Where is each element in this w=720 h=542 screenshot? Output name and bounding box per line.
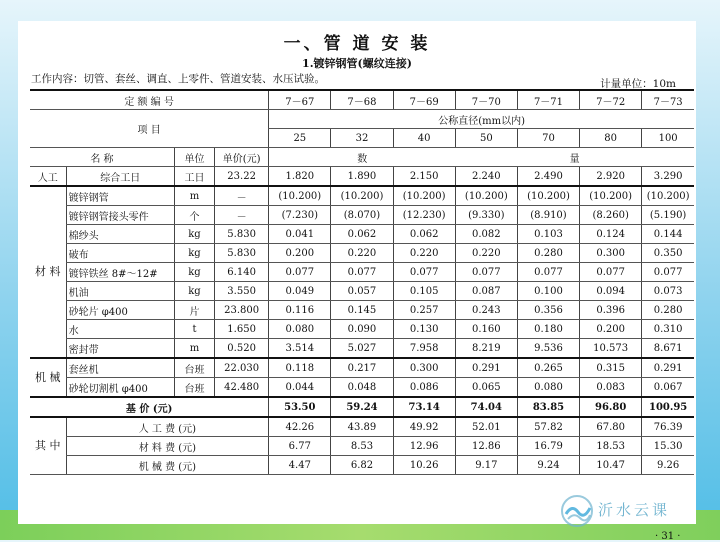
- quantity-value: (10.200): [517, 186, 579, 206]
- quantity-value: 0.160: [455, 320, 517, 339]
- work-content: 工作内容：切管、套丝、调直、上零件、管道安装、水压试验。: [31, 73, 325, 85]
- quantity-value: 2.490: [517, 167, 579, 187]
- item-name: 砂轮切割机 φ400: [66, 378, 174, 398]
- quantity-value: 0.090: [331, 320, 393, 339]
- quantity-value: 0.067: [642, 378, 694, 398]
- quantity-value: 0.180: [517, 320, 579, 339]
- quantity-value: 0.100: [517, 282, 579, 301]
- among-row: [30, 417, 694, 437]
- quantity-value: (12.230): [393, 206, 455, 225]
- quantity-value: 0.300: [393, 358, 455, 378]
- quantity-value: 0.396: [580, 301, 642, 320]
- watermark-logo: [560, 492, 710, 532]
- quantity-value: 0.044: [269, 378, 331, 398]
- material-row: [30, 263, 694, 282]
- quantity-header: 量: [455, 148, 694, 167]
- item-unit: m: [174, 339, 214, 359]
- quantity-value: 2.920: [580, 167, 642, 187]
- quota-code: 7－71: [517, 90, 579, 110]
- cost-value: 52.01: [455, 417, 517, 437]
- item-name: 套丝机: [66, 358, 174, 378]
- quantity-value: 0.077: [455, 263, 517, 282]
- quantity-value: 1.820: [269, 167, 331, 187]
- quantity-value: 0.083: [580, 378, 642, 398]
- quantity-value: (10.200): [455, 186, 517, 206]
- diameter-label: 公称直径(mm以内): [269, 110, 694, 129]
- item-unit: 片: [174, 301, 214, 320]
- cost-label: 人 工 费 (元): [66, 417, 269, 437]
- page-title: 一、管 道 安 装: [283, 34, 431, 54]
- item-name: 水: [66, 320, 174, 339]
- item-unit: 工日: [174, 167, 214, 187]
- item-price: 0.520: [215, 339, 269, 359]
- quantity-value: 0.065: [455, 378, 517, 398]
- cost-value: 57.82: [517, 417, 579, 437]
- quota-code: 7－67: [269, 90, 331, 110]
- cost-value: 6.82: [331, 456, 393, 475]
- cost-label: 材 料 费 (元): [66, 437, 269, 456]
- quantity-value: 0.310: [642, 320, 694, 339]
- header-columns-row: [30, 148, 694, 167]
- material-row: [30, 206, 694, 225]
- machinery-row: [30, 378, 694, 398]
- quota-code: 7－73: [642, 90, 694, 110]
- quota-table: [30, 89, 694, 475]
- quantity-value: 0.220: [393, 244, 455, 263]
- quantity-value: 10.573: [580, 339, 642, 359]
- quantity-value: 0.144: [642, 225, 694, 244]
- quantity-value: 2.150: [393, 167, 455, 187]
- quantity-value: (8.910): [517, 206, 579, 225]
- quota-code: 7－69: [393, 90, 455, 110]
- quantity-value: 0.200: [580, 320, 642, 339]
- item-name: 机油: [66, 282, 174, 301]
- cost-value: 8.53: [331, 437, 393, 456]
- quantity-value: 8.219: [455, 339, 517, 359]
- item-name: 砂轮片 φ400: [66, 301, 174, 320]
- cost-value: 10.47: [580, 456, 642, 475]
- quantity-value: 0.124: [580, 225, 642, 244]
- cost-value: 9.24: [517, 456, 579, 475]
- item-unit: t: [174, 320, 214, 339]
- cost-value: 9.17: [455, 456, 517, 475]
- cost-label: 机 械 费 (元): [66, 456, 269, 475]
- base-price-label: 基 价 (元): [30, 397, 269, 417]
- item-unit: kg: [174, 282, 214, 301]
- quantity-value: (8.260): [580, 206, 642, 225]
- quantity-value: 0.041: [269, 225, 331, 244]
- quantity-value: 0.077: [580, 263, 642, 282]
- item-name: 密封带: [66, 339, 174, 359]
- logo-text: 沂水云课: [598, 501, 671, 519]
- quantity-value: 0.086: [393, 378, 455, 398]
- item-name: 镀锌铁丝 8#～12#: [66, 263, 174, 282]
- material-row: [30, 282, 694, 301]
- cost-value: 76.39: [642, 417, 694, 437]
- item-unit: 台班: [174, 358, 214, 378]
- item-name: 镀锌钢管: [66, 186, 174, 206]
- quantity-value: 0.265: [517, 358, 579, 378]
- cost-value: 16.79: [517, 437, 579, 456]
- quantity-value: (8.070): [331, 206, 393, 225]
- base-price-value: 96.80: [580, 397, 642, 417]
- among-row: [30, 456, 694, 475]
- page-subtitle: 1.镀锌钢管(螺纹连接): [302, 57, 412, 70]
- material-row: [30, 339, 694, 359]
- quantity-value: (9.330): [455, 206, 517, 225]
- quantity-value: (10.200): [269, 186, 331, 206]
- category-machinery: 机 械: [30, 358, 66, 397]
- measurement-unit: 计量单位：10m: [600, 78, 676, 90]
- quantity-value: 0.145: [331, 301, 393, 320]
- cost-value: 49.92: [393, 417, 455, 437]
- item-label: 项 目: [30, 110, 269, 148]
- item-price: 42.480: [215, 378, 269, 398]
- quantity-value: 0.062: [331, 225, 393, 244]
- quantity-value: 0.280: [642, 301, 694, 320]
- cost-value: 67.80: [580, 417, 642, 437]
- page-number: · 31 ·: [655, 531, 681, 542]
- quantity-value: 2.240: [455, 167, 517, 187]
- quantity-value: 8.671: [642, 339, 694, 359]
- quantity-value: 0.356: [517, 301, 579, 320]
- unit-column-header: 单位: [174, 148, 214, 167]
- quantity-value: 0.077: [331, 263, 393, 282]
- item-name: 破布: [66, 244, 174, 263]
- diameter-value: 80: [580, 129, 642, 148]
- quantity-value: (10.200): [393, 186, 455, 206]
- quantity-value: 0.220: [455, 244, 517, 263]
- quantity-value: (10.200): [642, 186, 694, 206]
- diameter-value: 40: [393, 129, 455, 148]
- quantity-value: 9.536: [517, 339, 579, 359]
- base-price-row: [30, 397, 694, 417]
- header-diameter-label-row: [30, 110, 694, 129]
- base-price-value: 83.85: [517, 397, 579, 417]
- quantity-value: (10.200): [580, 186, 642, 206]
- quantity-value: 0.116: [269, 301, 331, 320]
- quantity-value: 0.073: [642, 282, 694, 301]
- cost-value: 6.77: [269, 437, 331, 456]
- machinery-row: [30, 358, 694, 378]
- item-price: 23.22: [215, 167, 269, 187]
- quantity-value: 0.087: [455, 282, 517, 301]
- item-price: 6.140: [215, 263, 269, 282]
- item-price: 5.830: [215, 244, 269, 263]
- diameter-value: 50: [455, 129, 517, 148]
- quota-code: 7－70: [455, 90, 517, 110]
- item-price: 5.830: [215, 225, 269, 244]
- labor-row: [30, 167, 694, 187]
- document-page: [18, 21, 696, 542]
- quantity-value: (10.200): [331, 186, 393, 206]
- quantity-value: 0.094: [580, 282, 642, 301]
- item-price: 3.550: [215, 282, 269, 301]
- quantity-value: 0.049: [269, 282, 331, 301]
- item-name: 镀锌钢管接头零件: [66, 206, 174, 225]
- material-row: [30, 225, 694, 244]
- item-unit: kg: [174, 263, 214, 282]
- quantity-value: 0.280: [517, 244, 579, 263]
- quantity-value: 0.082: [455, 225, 517, 244]
- quota-code: 7－68: [331, 90, 393, 110]
- logo-wave-icon: [560, 494, 594, 528]
- quantity-value: 0.130: [393, 320, 455, 339]
- quantity-value: 0.257: [393, 301, 455, 320]
- quantity-value: 0.077: [517, 263, 579, 282]
- quantity-value: 7.958: [393, 339, 455, 359]
- item-name: 综合工日: [66, 167, 174, 187]
- quantity-value: 3.514: [269, 339, 331, 359]
- material-row: [30, 320, 694, 339]
- quantity-value: 0.057: [331, 282, 393, 301]
- base-price-value: 53.50: [269, 397, 331, 417]
- quantity-value: 0.103: [517, 225, 579, 244]
- quantity-value: 0.048: [331, 378, 393, 398]
- category-materials: 材 料: [30, 186, 66, 358]
- material-row: [30, 186, 694, 206]
- item-price: 1.650: [215, 320, 269, 339]
- cost-value: 12.86: [455, 437, 517, 456]
- among-row: [30, 437, 694, 456]
- quota-code: 7－72: [580, 90, 642, 110]
- quantity-value: (7.230): [269, 206, 331, 225]
- quantity-value: 1.890: [331, 167, 393, 187]
- quantity-value: 0.243: [455, 301, 517, 320]
- quantity-value: 0.291: [642, 358, 694, 378]
- quantity-value: 3.290: [642, 167, 694, 187]
- item-price: －: [215, 206, 269, 225]
- cost-value: 18.53: [580, 437, 642, 456]
- cost-value: 10.26: [393, 456, 455, 475]
- header-codes-row: [30, 90, 694, 110]
- quantity-value: 0.077: [642, 263, 694, 282]
- quantity-value: 0.080: [269, 320, 331, 339]
- item-unit: kg: [174, 225, 214, 244]
- cost-value: 42.26: [269, 417, 331, 437]
- diameter-value: 32: [331, 129, 393, 148]
- category-labor: 人工: [30, 167, 66, 187]
- diameter-value: 70: [517, 129, 579, 148]
- quantity-value: 0.080: [517, 378, 579, 398]
- quantity-value: 0.300: [580, 244, 642, 263]
- item-name: 棉纱头: [66, 225, 174, 244]
- quantity-value: 0.315: [580, 358, 642, 378]
- quantity-value: 0.350: [642, 244, 694, 263]
- base-price-value: 74.04: [455, 397, 517, 417]
- item-unit: kg: [174, 244, 214, 263]
- quantity-value: 5.027: [331, 339, 393, 359]
- base-price-value: 100.95: [642, 397, 694, 417]
- price-column-header: 单价(元): [215, 148, 269, 167]
- cost-value: 12.96: [393, 437, 455, 456]
- base-price-value: 73.14: [393, 397, 455, 417]
- quantity-value: (5.190): [642, 206, 694, 225]
- item-unit: m: [174, 186, 214, 206]
- quantity-value: 0.217: [331, 358, 393, 378]
- diameter-value: 100: [642, 129, 694, 148]
- quantity-value: 0.077: [393, 263, 455, 282]
- cost-value: 4.47: [269, 456, 331, 475]
- item-price: 23.800: [215, 301, 269, 320]
- base-price-value: 59.24: [331, 397, 393, 417]
- item-price: 22.030: [215, 358, 269, 378]
- quantity-value: 0.105: [393, 282, 455, 301]
- cost-value: 9.26: [642, 456, 694, 475]
- quantity-value: 0.200: [269, 244, 331, 263]
- quantity-value: 0.062: [393, 225, 455, 244]
- item-unit: 个: [174, 206, 214, 225]
- category-among: 其 中: [30, 417, 66, 475]
- quantity-value: 0.077: [269, 263, 331, 282]
- material-row: [30, 244, 694, 263]
- quantity-value: 0.220: [331, 244, 393, 263]
- diameter-value: 25: [269, 129, 331, 148]
- quantity-value: 0.118: [269, 358, 331, 378]
- quantity-header: 数: [269, 148, 456, 167]
- quota-code-label: 定 额 编 号: [30, 90, 269, 110]
- material-row: [30, 301, 694, 320]
- quantity-value: 0.291: [455, 358, 517, 378]
- cost-value: 43.89: [331, 417, 393, 437]
- name-column-header: 名 称: [30, 148, 174, 167]
- item-price: －: [215, 186, 269, 206]
- item-unit: 台班: [174, 378, 214, 398]
- cost-value: 15.30: [642, 437, 694, 456]
